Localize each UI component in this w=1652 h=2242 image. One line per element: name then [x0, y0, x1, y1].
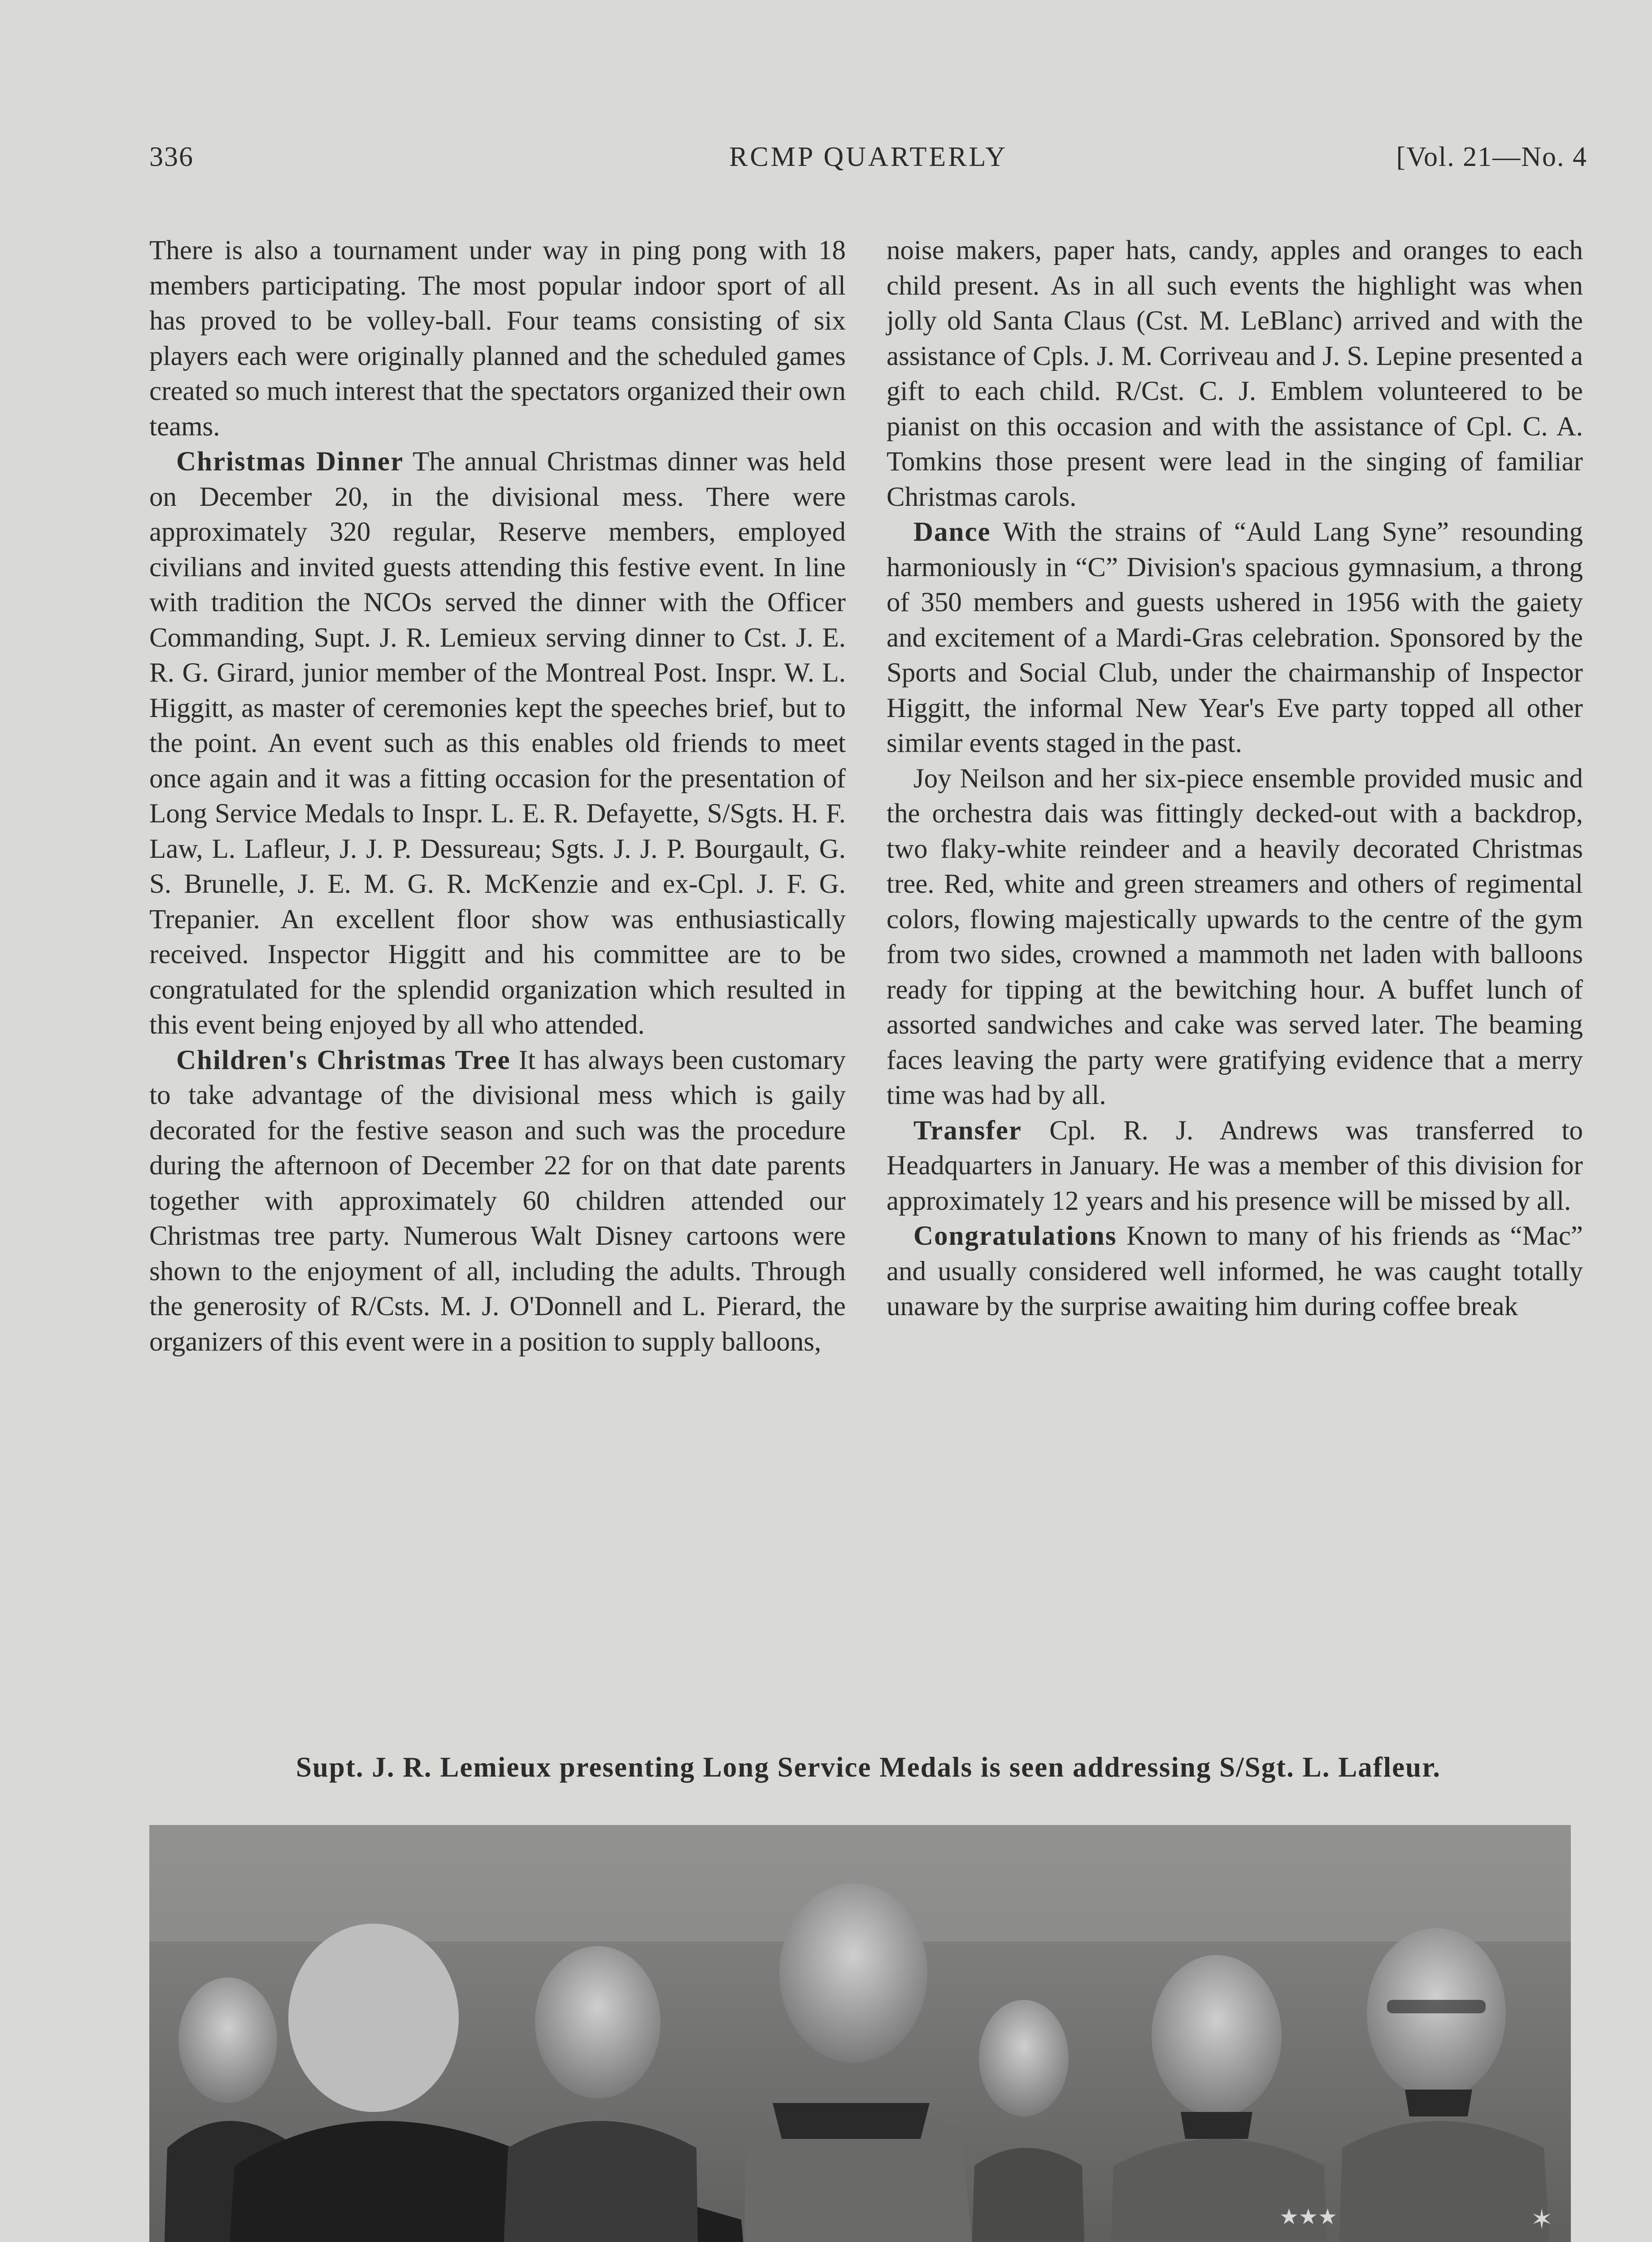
photo-caption: Supt. J. R. Lemieux presenting Long Service Medals is seen addressing S/Sgt. L. Lafleur. [296, 1751, 1441, 1783]
text-transfer: Cpl. R. J. Andrews was transferred to Headquarters in January. He was a member of this division for approximately 12 years and his presence will be missed by all. [887, 1115, 1583, 1216]
paragraph-transfer [887, 1113, 1583, 1219]
text-dance: With the strains of “Auld Lang Syne” resounding harmoniously in “C” Division's spacious gymnasium, a throng of 350 members and guests ushered in 1956 with the gaiety and excitement of a Mardi-Gras celebration. Sponsored by the Sports and Social Club, under the chairmanship of Inspector Higgitt, the informal New Year's Eve party topped all other similar events staged in the past. [887, 517, 1583, 758]
journal-title: RCMP QUARTERLY [729, 142, 1008, 172]
text-childrens-tree: It has always been customary to take advantage of the divisional mess which is gaily decorated for the festive season and such was the procedure during the afternoon of December 22 for on that date parents together with approximately 60 children attended our Christmas tree party. Numerous Walt Disney cartoons were shown to the enjoyment of all, including the adults. Through the generosity of R/Csts. M. J. O'Donnell and L. Pierard, the organizers of this event were in a position to supply balloons, [149, 1045, 846, 1357]
paragraph-noise-makers: noise makers, paper hats, candy, apples and oranges to each child present. As in all such events the highlight was when jolly old Santa Claus (Cst. M. LeBlanc) arrived and with the assistance of Cpls. J. M. Corriveau and J. S. Lepine presented a gift to each child. R/Cst. C. J. Emblem volunteered to be pianist on this occasion and with the assistance of Cpl. C. A. Tomkins those present were lead in the singing of familiar Christmas carols. [887, 235, 1583, 512]
heading-dance: Dance [913, 517, 991, 547]
svg-text:✶: ✶ [1530, 2204, 1553, 2235]
right-column [887, 233, 1583, 1325]
paragraph-childrens-tree [149, 1043, 846, 1360]
heading-childrens-tree: Children's Christmas Tree [176, 1045, 511, 1075]
heading-christmas-dinner: Christmas Dinner [176, 447, 404, 477]
photo-illustration [149, 1825, 1571, 2242]
page-number: 336 [149, 142, 194, 172]
paragraph-music: Joy Neilson and her six-piece ensemble provided music and the orchestra dais was fittingly decked-out with a backdrop, two flaky-white reindeer and a heavily decorated Christmas tree. Red, white and green streamers and others of regimental colors, flowing majestically upwards to the centre of the gym from two sides, crowned a mammoth net laden with balloons ready for tipping at the bewitching hour. A buffet lunch of assorted sandwiches and cake was served later. The beaming faces leaving the party were gratifying evidence that a merry time was had by all. [887, 763, 1583, 1110]
left-column [149, 233, 846, 1360]
paragraph-ping-pong: There is also a tournament under way in ping pong with 18 members participating. The most popular indoor sport of all has proved to be volley-ball. Four teams consisting of six players each were originally planned and the scheduled games created so much interest that the spectators organized their own teams. [149, 235, 846, 442]
paragraph-christmas-dinner [149, 444, 846, 1043]
heading-congratulations: Congratulations [913, 1221, 1117, 1251]
medal-presentation-photo [149, 1825, 1571, 2242]
running-header [149, 141, 1587, 182]
volume-issue: [Vol. 21—No. 4 [1396, 142, 1587, 172]
svg-text:★★★: ★★★ [1279, 2204, 1338, 2229]
paragraph-congratulations [887, 1219, 1583, 1325]
paragraph-dance [887, 515, 1583, 761]
heading-transfer: Transfer [913, 1115, 1022, 1146]
text-congratulations: Known to many of his friends as “Mac” and usually considered well informed, he was caught totally unaware by the surprise awaiting him during coffee break [887, 1221, 1583, 1321]
text-christmas-dinner: The annual Christmas dinner was held on December 20, in the divisional mess. There were approximately 320 regular, Reserve members, employed civilians and invited guests attending this festive event. In line with tradition the NCOs served the dinner with the Officer Commanding, Supt. J. R. Lemieux serving dinner to Cst. J. E. R. G. Girard, junior member of the Montreal Post. Inspr. W. L. Higgitt, as master of ceremonies kept the speeches brief, but to the point. An event such as this enables old friends to meet once again and it was a fitting occasion for the presentation of Long Service Medals to Inspr. L. E. R. Defayette, S/Sgts. H. F. Law, L. Lafleur, J. J. P. Dessureau; Sgts. J. J. P. Bourgault, G. S. Brunelle, J. E. M. G. R. McKenzie and ex-Cpl. J. F. G. Trepanier. An excellent floor show was enthusiastically received. Inspector Higgitt and his committee are to be congratulated for the splendid organization which resulted in this event being enjoyed by all who attended. [149, 447, 846, 1040]
